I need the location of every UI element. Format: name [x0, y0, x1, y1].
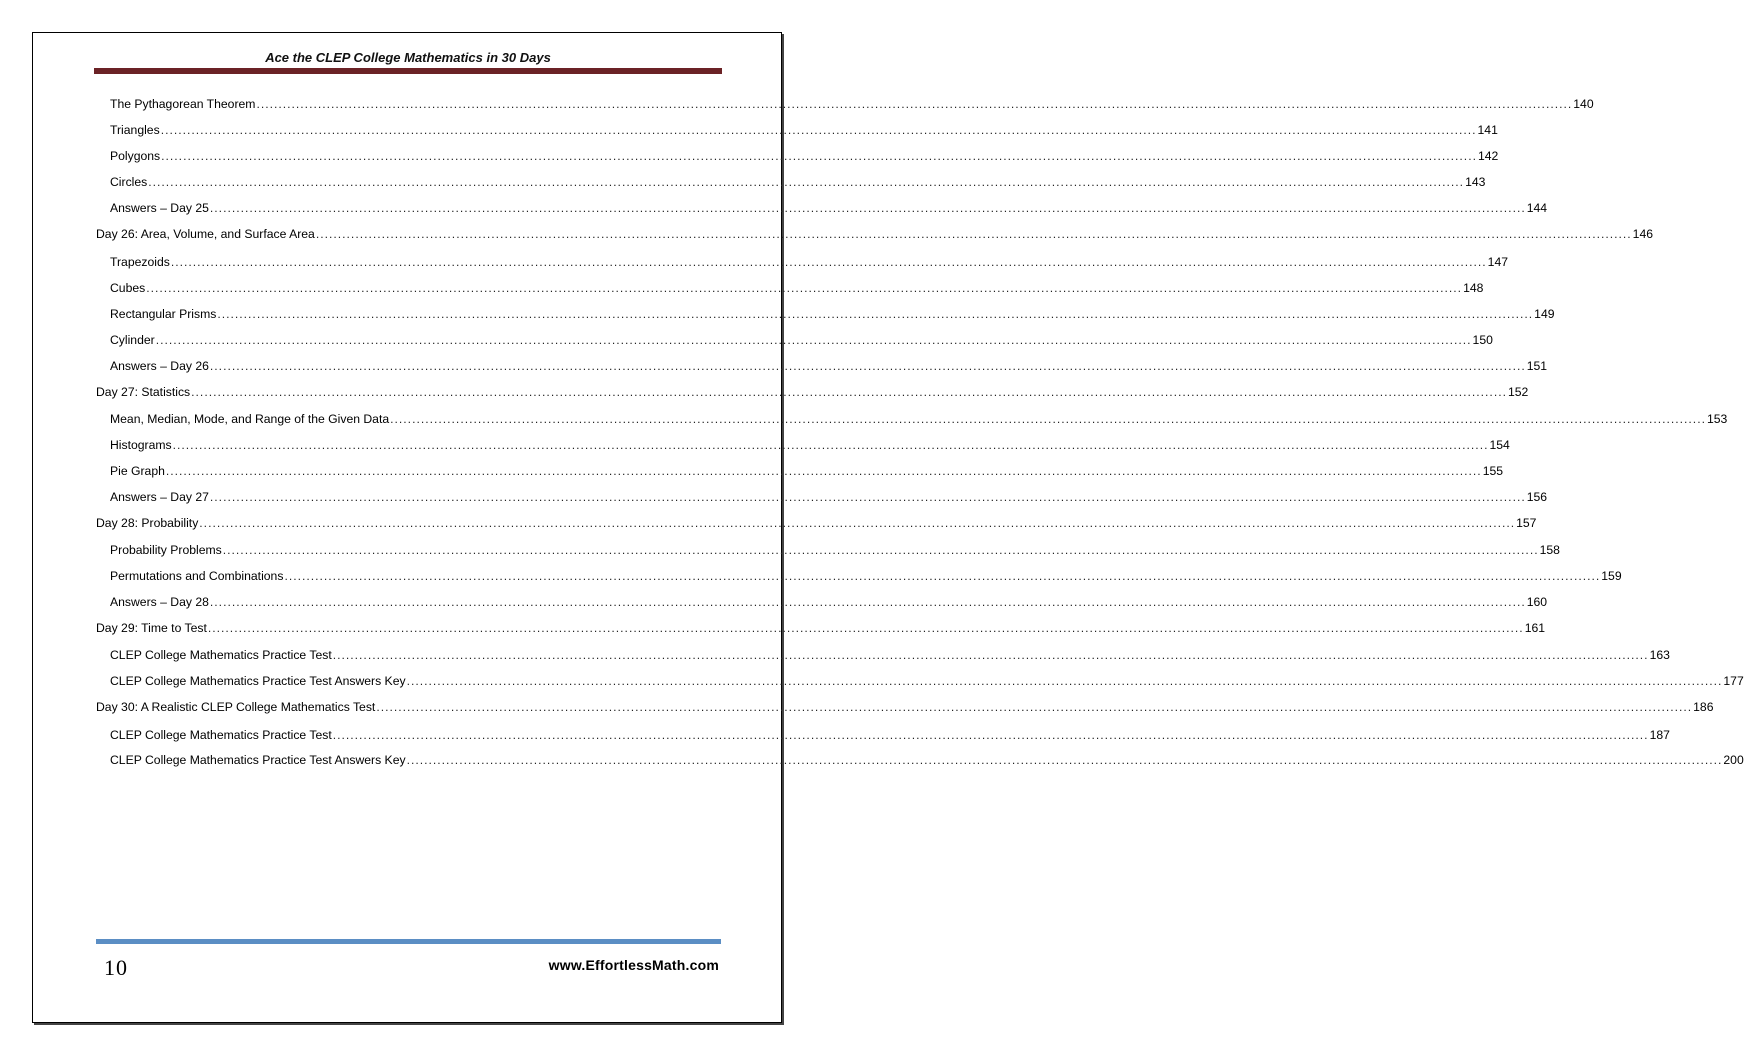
- toc-entry[interactable]: [110, 174, 1486, 190]
- toc-entry-label: Pie Graph: [110, 464, 165, 478]
- toc-entry[interactable]: [110, 489, 1548, 505]
- toc-entry-page: 159: [1601, 569, 1622, 583]
- toc-entry[interactable]: [96, 226, 1654, 242]
- toc-entry-page: 144: [1526, 201, 1548, 215]
- toc-entry-label: CLEP College Mathematics Practice Test Answers Key: [110, 674, 406, 688]
- toc-entry-page: 154: [1489, 438, 1510, 452]
- toc-leader-dots: ............................................................................................................................................................................................................................................................................................................: [209, 490, 1526, 504]
- toc-entry-label: Triangles: [110, 123, 160, 137]
- toc-entry-label: Histograms: [110, 438, 172, 452]
- toc-entry-page: 148: [1463, 281, 1484, 295]
- toc-entry-page: 150: [1472, 333, 1493, 347]
- toc-entry[interactable]: [110, 542, 1560, 558]
- toc-leader-dots: ............................................................................................................................................................................................................................................................................................................: [148, 175, 1465, 189]
- toc-leader-dots: ............................................................................................................................................................................................................................................................................................................: [207, 621, 1524, 635]
- toc-leader-dots: ............................................................................................................................................................................................................................................................................................................: [209, 595, 1526, 609]
- toc-entry-page: 149: [1534, 307, 1555, 321]
- toc-entry-label: Cubes: [110, 281, 146, 295]
- footer-rule: [96, 939, 721, 944]
- page-number: 10: [104, 955, 128, 980]
- toc-entry-page: 141: [1477, 123, 1498, 137]
- toc-entry-page: 146: [1632, 227, 1654, 241]
- toc-entry-page: 161: [1524, 621, 1546, 635]
- toc-leader-dots: ............................................................................................................................................................................................................................................................................................................: [191, 385, 1507, 399]
- toc-entry-label: Day 26: Area, Volume, and Surface Area: [96, 227, 315, 241]
- toc-entry[interactable]: [110, 358, 1548, 374]
- toc-entry-page: 163: [1649, 648, 1670, 662]
- toc-entry-label: Permutations and Combinations: [110, 569, 284, 583]
- toc-entry-label: Answers – Day 27: [110, 490, 209, 504]
- toc-entry[interactable]: [110, 594, 1548, 610]
- toc-entry-page: 155: [1482, 464, 1504, 478]
- toc-entry-page: 177: [1723, 674, 1744, 688]
- header-rule: [94, 68, 722, 74]
- toc-leader-dots: ............................................................................................................................................................................................................................................................................................................: [217, 307, 1534, 321]
- toc-entry-label: Answers – Day 25: [110, 201, 209, 215]
- toc-leader-dots: ............................................................................................................................................................................................................................................................................................................: [406, 674, 1723, 688]
- toc-entry-label: Answers – Day 26: [110, 359, 209, 373]
- toc-entry-label: The Pythagorean Theorem: [110, 97, 256, 111]
- toc-leader-dots: ............................................................................................................................................................................................................................................................................................................: [172, 438, 1489, 452]
- toc-entry-label: Day 30: A Realistic CLEP College Mathematics Test: [96, 700, 376, 714]
- toc-leader-dots: ............................................................................................................................................................................................................................................................................................................: [390, 412, 1706, 426]
- toc-entry-page: 200: [1723, 753, 1744, 767]
- toc-entry[interactable]: [110, 752, 1744, 768]
- toc-entry[interactable]: [110, 673, 1744, 689]
- toc-entry-label: Cylinder: [110, 333, 155, 347]
- toc-leader-dots: ............................................................................................................................................................................................................................................................................................................: [170, 255, 1487, 269]
- toc-leader-dots: ............................................................................................................................................................................................................................................................................................................: [209, 201, 1526, 215]
- toc-entry-page: 156: [1526, 490, 1548, 504]
- toc-leader-dots: ............................................................................................................................................................................................................................................................................................................: [199, 516, 1516, 530]
- toc-entry-label: Rectangular Prisms: [110, 307, 217, 321]
- website-url: www.EffortlessMath.com: [548, 957, 719, 973]
- toc-entry[interactable]: [110, 306, 1555, 322]
- toc-leader-dots: ............................................................................................................................................................................................................................................................................................................: [256, 97, 1573, 111]
- toc-entry-label: CLEP College Mathematics Practice Test: [110, 648, 332, 662]
- toc-entry-page: 143: [1465, 175, 1486, 189]
- toc-entry[interactable]: [96, 515, 1537, 531]
- toc-leader-dots: ............................................................................................................................................................................................................................................................................................................: [165, 464, 1482, 478]
- toc-entry-label: Trapezoids: [110, 255, 170, 269]
- toc-leader-dots: ............................................................................................................................................................................................................................................................................................................: [209, 359, 1526, 373]
- toc-entry[interactable]: [110, 463, 1504, 479]
- toc-leader-dots: ............................................................................................................................................................................................................................................................................................................: [222, 543, 1539, 557]
- toc-leader-dots: ............................................................................................................................................................................................................................................................................................................: [161, 149, 1477, 163]
- toc-leader-dots: ............................................................................................................................................................................................................................................................................................................: [406, 753, 1723, 767]
- toc-entry-page: 186: [1693, 700, 1714, 714]
- toc-entry[interactable]: [110, 411, 1728, 427]
- toc-entry-page: 187: [1649, 728, 1670, 742]
- toc-entry-page: 140: [1573, 97, 1594, 111]
- toc-entry[interactable]: [96, 620, 1546, 636]
- toc-entry[interactable]: [96, 699, 1714, 715]
- toc-entry-label: Polygons: [110, 149, 161, 163]
- toc-entry-label: Circles: [110, 175, 148, 189]
- toc-entry[interactable]: [110, 332, 1493, 348]
- toc-leader-dots: ............................................................................................................................................................................................................................................................................................................: [146, 281, 1463, 295]
- toc-entry-label: Day 28: Probability: [96, 516, 199, 530]
- running-header-title: Ace the CLEP College Mathematics in 30 Days: [265, 50, 551, 65]
- toc-entry[interactable]: [110, 568, 1622, 584]
- toc-leader-dots: ............................................................................................................................................................................................................................................................................................................: [284, 569, 1601, 583]
- toc-leader-dots: ............................................................................................................................................................................................................................................................................................................: [315, 227, 1632, 241]
- toc-entry[interactable]: [110, 96, 1594, 112]
- toc-entry-label: Day 29: Time to Test: [96, 621, 207, 635]
- toc-leader-dots: ............................................................................................................................................................................................................................................................................................................: [332, 728, 1649, 742]
- toc-leader-dots: ............................................................................................................................................................................................................................................................................................................: [376, 700, 1693, 714]
- toc-entry[interactable]: [110, 647, 1670, 663]
- toc-entry-label: Day 27: Statistics: [96, 385, 191, 399]
- toc-entry-label: CLEP College Mathematics Practice Test Answers Key: [110, 753, 406, 767]
- toc-leader-dots: ............................................................................................................................................................................................................................................................................................................: [332, 648, 1649, 662]
- toc-entry[interactable]: [110, 122, 1498, 138]
- toc-entry[interactable]: [96, 384, 1529, 400]
- toc-entry-page: 160: [1526, 595, 1548, 609]
- toc-entry-label: CLEP College Mathematics Practice Test: [110, 728, 332, 742]
- toc-entry-label: Probability Problems: [110, 543, 222, 557]
- toc-entry[interactable]: [110, 727, 1670, 743]
- toc-leader-dots: ............................................................................................................................................................................................................................................................................................................: [155, 333, 1472, 347]
- toc-entry-page: 142: [1477, 149, 1499, 163]
- toc-entry[interactable]: [110, 280, 1484, 296]
- toc-entry-label: Mean, Median, Mode, and Range of the Given Data: [110, 412, 390, 426]
- toc-entry-page: 158: [1539, 543, 1560, 557]
- toc-entry-page: 153: [1706, 412, 1728, 426]
- toc-entry-page: 151: [1526, 359, 1548, 373]
- toc-entry[interactable]: [110, 254, 1509, 270]
- toc-entry[interactable]: [110, 148, 1499, 164]
- toc-leader-dots: ............................................................................................................................................................................................................................................................................................................: [160, 123, 1477, 137]
- toc-entry-page: 152: [1507, 385, 1529, 399]
- toc-entry-page: 147: [1487, 255, 1509, 269]
- toc-entry[interactable]: [110, 437, 1510, 453]
- toc-entry-label: Answers – Day 28: [110, 595, 209, 609]
- toc-entry-page: 157: [1516, 516, 1537, 530]
- toc-entry[interactable]: [110, 200, 1548, 216]
